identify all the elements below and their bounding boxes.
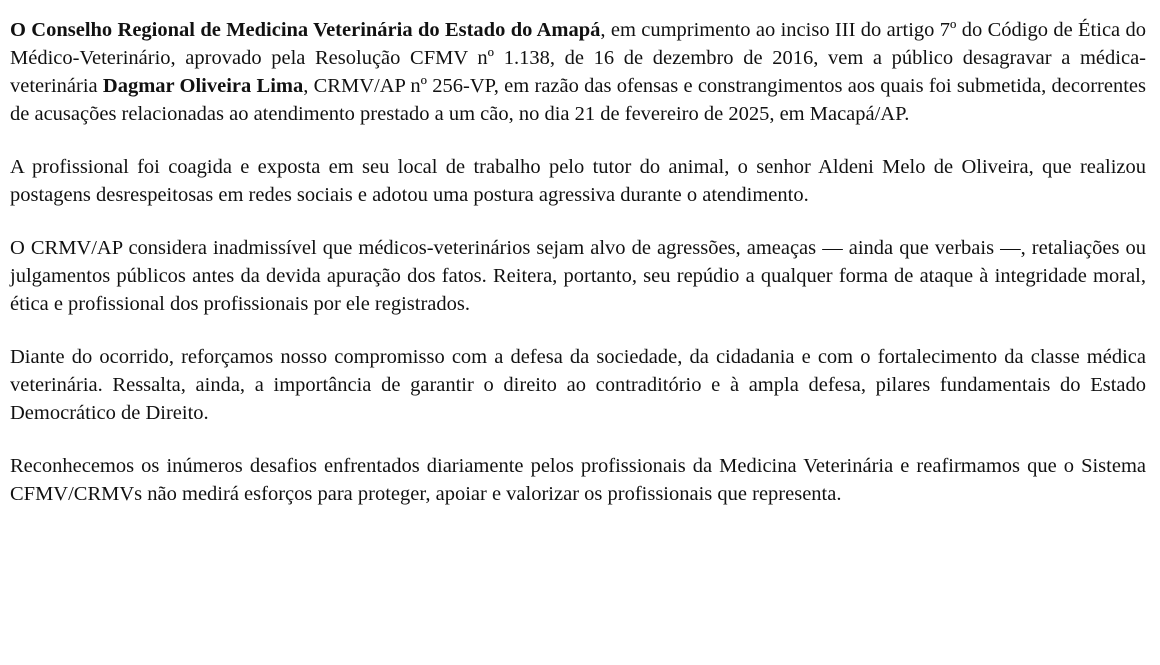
paragraph-incident: A profissional foi coagida e exposta em seu local de trabalho pelo tutor do animal, o senhor Aldeni Melo de Oliveira, que realizou postagens desrespeitosas em redes sociais e adotou uma postura agressiva durante o atendimento. [10,156,1146,206]
paragraph-intro [10,16,1146,128]
intro-text-a: , em cumprimento ao inciso III do artigo 7º do Código de Ética do Médico-Veterinário, aprovado pela Resolução CFMV nº 1.138, de 16 de dezembro de 2016, vem a público desagravar a médica-veterinária [10,19,1146,97]
org-name: O Conselho Regional de Medicina Veterinária do Estado do Amapá [10,19,601,41]
intro-text-b: , CRMV/AP nº 256-VP, em razão das ofensas e constrangimentos aos quais foi submetida, decorrentes de acusações relacionadas ao atendimento prestado a um cão, no dia 21 de fevereiro de 2025, em Macapá/AP. [10,75,1146,125]
veterinarian-name: Dagmar Oliveira Lima [102,75,304,97]
paragraph-position: O CRMV/AP considera inadmissível que médicos-veterinários sejam alvo de agressões, ameaças — ainda que verbais —, retaliações ou julgamentos públicos antes da devida apuração dos fatos. Reitera, portanto, seu repúdio a qualquer forma de ataque à integridade moral, ética e profissional dos profissionais por ele registrados. [10,237,1146,315]
paragraph-closing: Reconhecemos os inúmeros desafios enfrentados diariamente pelos profissionais da Medicina Veterinária e reafirmamos que o Sistema CFMV/CRMVs não medirá esforços para proteger, apoiar e valorizar os profissionais que representa. [10,455,1146,505]
paragraph-commitment: Diante do ocorrido, reforçamos nosso compromisso com a defesa da sociedade, da cidadania e com o fortalecimento da classe médica veterinária. Ressalta, ainda, a importância de garantir o direito ao contraditório e à ampla defesa, pilares fundamentais do Estado Democrático de Direito. [10,346,1146,424]
